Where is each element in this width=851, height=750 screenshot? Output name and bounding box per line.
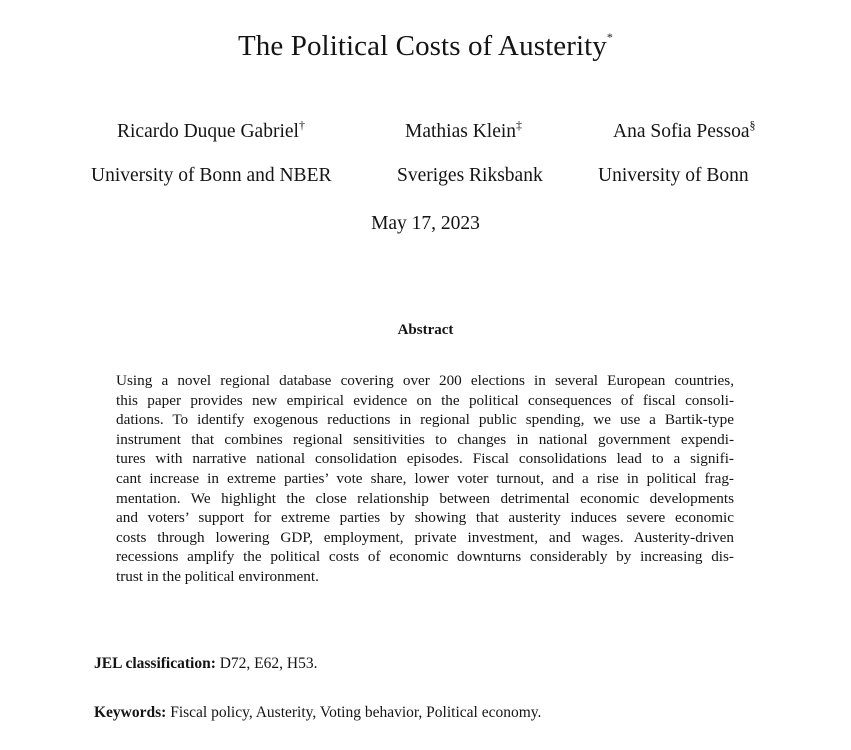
keywords-label: Keywords:: [94, 704, 167, 721]
author-name: Ana Sofia Pessoa: [613, 121, 750, 142]
abstract-line: Using a novel regional database covering over 200 elections in several European countries,: [116, 372, 734, 389]
jel-codes: D72, E62, H53.: [215, 655, 318, 672]
abstract-line: dations. To identify exogenous reductions in regional public spending, we use a Bartik-type: [116, 411, 734, 429]
jel-classification: [94, 655, 317, 673]
abstract-line: trust in the political environment.: [116, 567, 319, 585]
jel-label: JEL classification:: [94, 655, 216, 672]
author-footnote-mark: ‡: [516, 118, 523, 132]
abstract-line: this paper provides new empirical evidence on the political consequences of fiscal consoli-: [116, 391, 734, 409]
abstract-line: instrument that combines regional sensitivities to changes in national government expendi-: [116, 430, 734, 448]
abstract-line: recessions amplify the political costs of economic downturns considerably by increasing dis-: [116, 548, 734, 566]
affiliation-3: University of Bonn: [598, 165, 749, 186]
abstract-body: [116, 371, 734, 587]
author-2: [405, 118, 522, 143]
author-name: Mathias Klein: [405, 121, 517, 142]
author-3: [613, 118, 755, 143]
keywords: [94, 704, 541, 722]
author-name: Ricardo Duque Gabriel: [117, 121, 299, 142]
author-footnote-mark: †: [298, 118, 305, 132]
affiliation-2: Sveriges Riksbank: [397, 165, 543, 186]
title-footnote-mark: *: [606, 30, 613, 44]
abstract-line: tures with narrative national consolidation episodes. Fiscal consolidations lead to a signifi-: [116, 450, 734, 468]
author-1: [117, 118, 305, 143]
paper-date: May 17, 2023: [371, 213, 480, 234]
affiliation-1: University of Bonn and NBER: [91, 165, 332, 186]
abstract-line: costs through lowering GDP, employment, private investment, and wages. Austerity-driven: [116, 528, 734, 546]
abstract-heading: Abstract: [397, 322, 454, 338]
abstract-line: cant increase in extreme parties’ vote share, lower voter turnout, and a rise in political frag-: [116, 469, 734, 487]
author-footnote-mark: §: [749, 118, 756, 132]
paper-title: [0, 30, 851, 63]
abstract-line: and voters’ support for extreme parties by showing that austerity induces severe economic: [116, 509, 734, 527]
paper-title-text: The Political Costs of Austerity: [237, 30, 607, 62]
keywords-value: Fiscal policy, Austerity, Voting behavior, Political economy.: [166, 704, 542, 721]
abstract-line: mentation. We highlight the close relationship between detrimental economic developments: [116, 489, 734, 507]
